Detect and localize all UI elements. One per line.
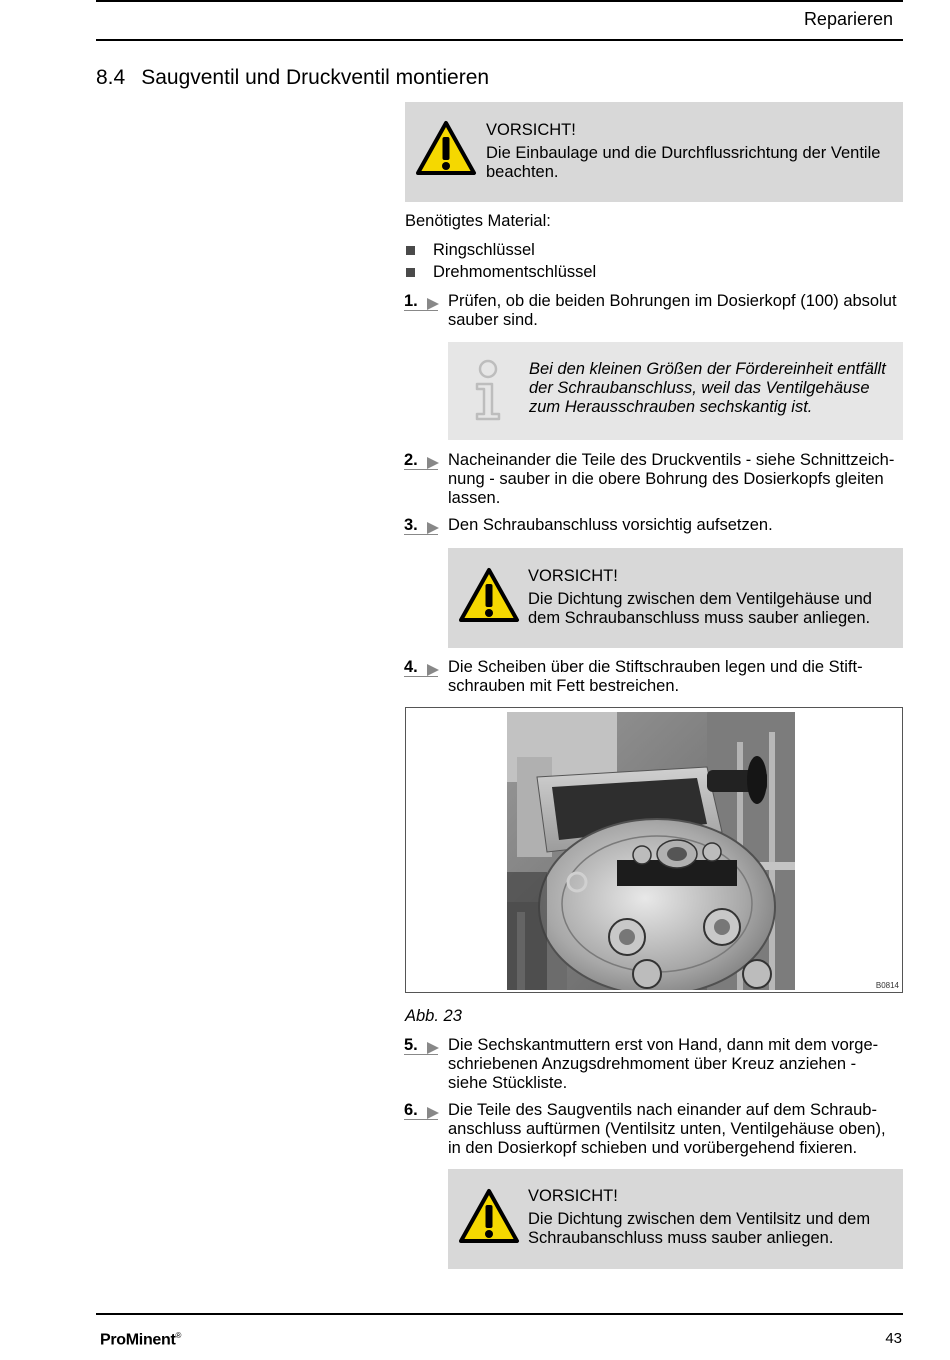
caution-title: VORSICHT! bbox=[486, 121, 576, 139]
caution-box-3 bbox=[448, 1169, 903, 1269]
step-number: 6. bbox=[404, 1101, 418, 1119]
prominent-logo bbox=[100, 1331, 181, 1349]
step-line: in den Dosierkopf schieben und vorübergehend fixieren. bbox=[448, 1139, 858, 1157]
step-arrow-icon bbox=[427, 1042, 439, 1054]
warning-triangle-icon bbox=[458, 567, 520, 623]
step-underline bbox=[404, 469, 438, 470]
step-arrow-icon bbox=[427, 457, 439, 469]
caution-text bbox=[528, 1210, 898, 1248]
step-arrow-icon bbox=[427, 664, 439, 676]
list-item-text: Drehmomentschlüssel bbox=[433, 263, 597, 281]
caution-line: dem Schraubanschluss muss sauber anliegen. bbox=[528, 609, 871, 627]
step-line: lassen. bbox=[448, 489, 501, 507]
caution-text bbox=[486, 144, 896, 182]
step-arrow-icon bbox=[427, 1107, 439, 1119]
heading-number: 8.4 bbox=[96, 66, 126, 89]
logo-registered: ® bbox=[175, 1331, 182, 1340]
material-label: Benötigtes Material: bbox=[405, 212, 551, 230]
step-arrow-icon bbox=[427, 522, 439, 534]
info-line: Bei den kleinen Größen der Fördereinheit entfällt bbox=[529, 360, 886, 378]
caution-title: VORSICHT! bbox=[528, 567, 618, 585]
step-line: nung - sauber in die obere Bohrung des Dosierkopfs gleiten bbox=[448, 470, 884, 488]
caution-line: Schraubanschluss muss sauber anliegen. bbox=[528, 1229, 834, 1247]
step-line: Den Schraubanschluss vorsichtig aufsetzen. bbox=[448, 516, 773, 534]
caution-line: Die Einbaulage und die Durchflussrichtung der Ventile bbox=[486, 144, 881, 162]
step-text bbox=[448, 292, 908, 330]
info-line: der Schraubanschluss, weil das Ventilgehäuse bbox=[529, 379, 870, 397]
caution-box-2 bbox=[448, 548, 903, 648]
info-line: zum Herausschrauben sechskantig ist. bbox=[529, 398, 813, 416]
caution-title: VORSICHT! bbox=[528, 1187, 618, 1205]
step-number: 5. bbox=[404, 1036, 418, 1054]
step-line: schriebenen Anzugsdrehmoment über Kreuz anziehen - bbox=[448, 1055, 857, 1073]
figure-frame bbox=[405, 707, 903, 993]
figure-caption: Abb. 23 bbox=[405, 1007, 462, 1025]
footer-rule bbox=[96, 1313, 903, 1315]
logo-part: Minent bbox=[125, 1331, 176, 1349]
step-text bbox=[448, 516, 908, 535]
step-underline bbox=[404, 1054, 438, 1055]
step-arrow-icon bbox=[427, 298, 439, 310]
step-underline bbox=[404, 676, 438, 677]
section-heading bbox=[96, 66, 489, 90]
step-line: siehe Stückliste. bbox=[448, 1074, 568, 1092]
step-line: anschluss auftürmen (Ventilsitz unten, Ventilgehäuse oben), bbox=[448, 1120, 886, 1138]
step-line: Die Teile des Saugventils nach einander auf dem Schraub- bbox=[448, 1101, 877, 1119]
list-item-text: Ringschlüssel bbox=[433, 241, 535, 259]
figure-code: B0814 bbox=[875, 981, 899, 990]
logo-part: Pro bbox=[100, 1331, 126, 1349]
info-text bbox=[529, 360, 899, 417]
caution-text bbox=[528, 590, 898, 628]
top-rule bbox=[96, 0, 903, 2]
header-rule bbox=[96, 39, 903, 41]
step-text bbox=[448, 1036, 908, 1093]
step-number: 4. bbox=[404, 658, 418, 676]
step-underline bbox=[404, 534, 438, 535]
info-note bbox=[448, 342, 903, 440]
bullet-square bbox=[406, 268, 415, 277]
bullet-square bbox=[406, 246, 415, 255]
caution-line: beachten. bbox=[486, 163, 559, 181]
step-number: 2. bbox=[404, 451, 418, 469]
step-underline bbox=[404, 1119, 438, 1120]
pump-head-photo bbox=[507, 712, 795, 990]
warning-triangle-icon bbox=[458, 1188, 520, 1244]
step-text bbox=[448, 451, 908, 508]
step-line: schrauben mit Fett bestreichen. bbox=[448, 677, 680, 695]
step-line: sauber sind. bbox=[448, 311, 538, 329]
step-number: 1. bbox=[404, 292, 418, 310]
caution-box-1 bbox=[405, 102, 903, 202]
warning-triangle-icon bbox=[415, 120, 477, 176]
step-underline bbox=[404, 310, 438, 311]
step-line: Die Scheiben über die Stiftschrauben legen und die Stift- bbox=[448, 658, 863, 676]
step-line: Nacheinander die Teile des Druckventils - siehe Schnittzeich- bbox=[448, 451, 895, 469]
step-text bbox=[448, 658, 908, 696]
page-number: 43 bbox=[885, 1330, 902, 1347]
heading-title: Saugventil und Druckventil montieren bbox=[141, 66, 490, 89]
caution-line: Die Dichtung zwischen dem Ventilsitz und dem bbox=[528, 1210, 871, 1228]
step-line: Prüfen, ob die beiden Bohrungen im Dosierkopf (100) absolut bbox=[448, 292, 897, 310]
step-number: 3. bbox=[404, 516, 418, 534]
info-icon bbox=[471, 359, 505, 421]
step-text bbox=[448, 1101, 908, 1158]
caution-line: Die Dichtung zwischen dem Ventilgehäuse und bbox=[528, 590, 872, 608]
section-header: Reparieren bbox=[803, 9, 893, 29]
step-line: Die Sechskantmuttern erst von Hand, dann mit dem vorge- bbox=[448, 1036, 879, 1054]
